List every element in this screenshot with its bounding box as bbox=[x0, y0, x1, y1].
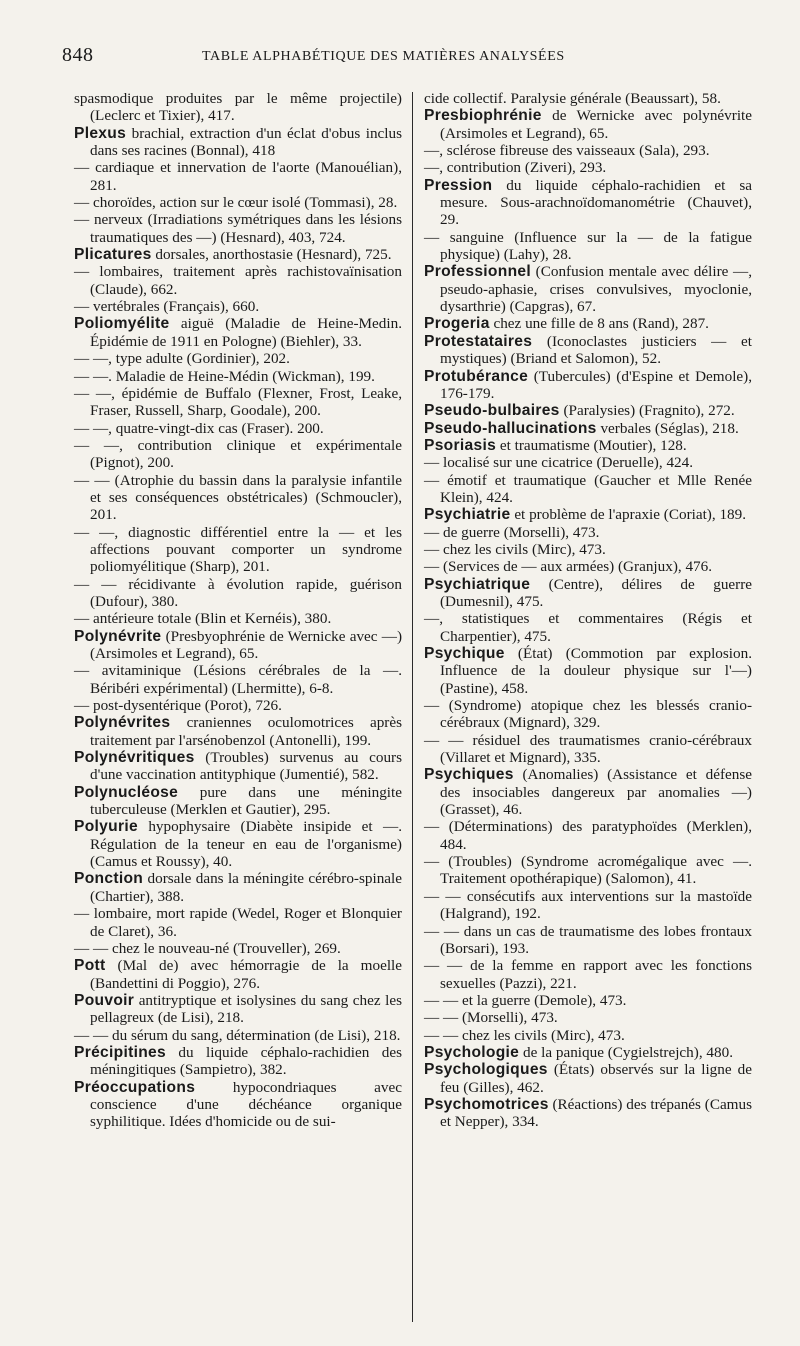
index-entry bbox=[424, 610, 752, 645]
running-title: TABLE ALPHABÉTIQUE DES MATIÈRES ANALYSÉES bbox=[202, 49, 565, 64]
entry-text: — émotif et traumatique (Gaucher et Mlle Renée Klein), 424. bbox=[424, 471, 752, 506]
entry-text: — localisé sur une cicatrice (Deruelle), 424. bbox=[424, 454, 694, 472]
entry-text: — (Déterminations) des paratyphoïdes (Merklen), 484. bbox=[424, 818, 752, 853]
entry-text: — — et la guerre (Demole), 473. bbox=[424, 991, 627, 1009]
index-entry bbox=[424, 90, 752, 107]
entry-text: — lombaire, mort rapide (Wedel, Roger et Blonquier de Claret), 36. bbox=[74, 905, 402, 940]
entry-text: — — (Atrophie du bassin dans la paralysie infantile et ses conséquences obstétricales) (Schmoucler), 201. bbox=[74, 471, 402, 524]
entry-heading: Protestataires bbox=[424, 332, 533, 350]
index-entry bbox=[74, 315, 402, 350]
index-columns bbox=[74, 90, 780, 1330]
page-number: 848 bbox=[62, 44, 94, 66]
entry-heading: Préoccupations bbox=[74, 1078, 196, 1096]
entry-heading: Polyurie bbox=[74, 818, 138, 836]
index-entry bbox=[74, 1044, 402, 1079]
index-entry bbox=[424, 558, 752, 575]
entry-text: (Iconoclastes justiciers — et mystiques) (Briand et Salomon), 52. bbox=[440, 332, 752, 368]
index-entry bbox=[74, 905, 402, 940]
index-entry bbox=[74, 420, 402, 437]
entry-text: — post-dysentérique (Porot), 726. bbox=[74, 697, 282, 715]
index-entry bbox=[424, 645, 752, 697]
entry-text: verbales (Séglas), 218. bbox=[600, 419, 739, 437]
index-entry bbox=[424, 1009, 752, 1026]
index-entry bbox=[424, 888, 752, 923]
entry-text: — (Services de — aux armées) (Granjux), 476. bbox=[424, 558, 713, 576]
index-entry bbox=[74, 159, 402, 194]
entry-text: — — récidivante à évolution rapide, guérison (Dufour), 380. bbox=[74, 575, 402, 610]
entry-text: — vertébrales (Français), 660. bbox=[74, 298, 260, 316]
entry-text: — choroïdes, action sur le cœur isolé (Tommasi), 28. bbox=[74, 194, 398, 212]
index-entry bbox=[424, 472, 752, 507]
entry-heading: Protubérance bbox=[424, 367, 529, 385]
entry-text: — antérieure totale (Blin et Kernéis), 380. bbox=[74, 610, 332, 628]
index-entry bbox=[424, 818, 752, 853]
entry-text: — —, quatre-vingt-dix cas (Fraser). 200. bbox=[74, 419, 324, 437]
column-divider bbox=[412, 92, 413, 1322]
entry-text: —, contribution (Ziveri), 293. bbox=[424, 159, 607, 177]
index-entry bbox=[424, 1027, 752, 1044]
entry-heading: Presbiophrénie bbox=[424, 107, 542, 125]
entry-text: chez une fille de 8 ans (Rand), 287. bbox=[493, 315, 709, 333]
entry-heading: Plexus bbox=[74, 124, 127, 142]
index-entry bbox=[424, 1061, 752, 1096]
entry-text: de Wernicke avec polynévrite (Arsimoles et Legrand), 65. bbox=[440, 107, 752, 142]
entry-text: — sanguine (Influence sur la — de la fatigue physique) (Lahy), 28. bbox=[424, 228, 752, 264]
entry-text: —, statistiques et commentaires (Régis et Charpentier), 475. bbox=[424, 610, 752, 645]
entry-text: et traumatisme (Moutier), 128. bbox=[499, 436, 687, 454]
index-entry bbox=[74, 576, 402, 611]
index-entry bbox=[424, 159, 752, 176]
entry-text: dorsale dans la méningite cérébro-spinale (Chartier), 388. bbox=[90, 870, 403, 905]
entry-heading: Pseudo-hallucinations bbox=[424, 419, 597, 437]
index-entry bbox=[424, 992, 752, 1009]
index-entry bbox=[74, 628, 402, 663]
entry-text: — — (Morselli), 473. bbox=[424, 1009, 558, 1027]
index-entry bbox=[74, 246, 402, 263]
entry-heading: Pouvoir bbox=[74, 991, 135, 1009]
page-header bbox=[62, 44, 772, 74]
index-entry bbox=[74, 368, 402, 385]
entry-heading: Psychomotrices bbox=[424, 1095, 549, 1113]
index-entry bbox=[74, 298, 402, 315]
entry-heading: Pott bbox=[74, 957, 106, 975]
index-entry bbox=[74, 784, 402, 819]
entry-text: hypocondriaques avec conscience d'une déchéance organique syphilitique. Idées d'homicide ou de sui- bbox=[90, 1078, 403, 1131]
entry-text: du liquide céphalo-rachidien des méningitiques (Sampietro), 382. bbox=[90, 1043, 402, 1079]
entry-text: — nerveux (Irradiations symétriques dans les lésions traumatiques des —) (Hesnard), 403, 724. bbox=[74, 211, 402, 246]
entry-text: — chez les civils (Mirc), 473. bbox=[424, 540, 606, 558]
entry-heading: Ponction bbox=[74, 870, 144, 888]
entry-text: (Réactions) des trépanés (Camus et Nepper), 334. bbox=[440, 1095, 753, 1131]
index-entry bbox=[424, 402, 752, 419]
index-entry bbox=[424, 732, 752, 767]
index-entry bbox=[424, 454, 752, 471]
entry-text: (Troubles) survenus au cours d'une vaccination antityphique (Jumentié), 582. bbox=[90, 749, 403, 784]
right-column bbox=[424, 90, 752, 1131]
index-entry bbox=[424, 1096, 752, 1131]
entry-text: — —. Maladie de Heine-Médin (Wickman), 199. bbox=[74, 367, 375, 385]
index-entry bbox=[424, 229, 752, 264]
index-entry bbox=[74, 992, 402, 1027]
index-entry bbox=[74, 749, 402, 784]
entry-text: (Tubercules) (d'Espine et Demole), 176-179. bbox=[440, 367, 753, 402]
index-entry bbox=[424, 333, 752, 368]
entry-heading: Psychologie bbox=[424, 1043, 520, 1061]
entry-text: — (Syndrome) atopique chez les blessés cranio-cérébraux (Mignard), 329. bbox=[424, 697, 752, 732]
entry-heading: Polynévritiques bbox=[74, 749, 195, 767]
entry-heading: Psychiatrie bbox=[424, 506, 511, 524]
index-entry bbox=[74, 940, 402, 957]
entry-heading: Progeria bbox=[424, 315, 490, 333]
index-entry bbox=[74, 263, 402, 298]
entry-text: (Anomalies) (Assistance et défense des insociables dangereux par anomalies —) (Grasset), 46. bbox=[440, 766, 752, 819]
index-entry bbox=[74, 90, 402, 125]
entry-text: — — résiduel des traumatismes cranio-cérébraux (Villaret et Mignard), 335. bbox=[424, 731, 752, 767]
index-entry bbox=[74, 662, 402, 697]
entry-text: craniennes oculomotrices après traitement par l'arsénobenzol (Antonelli), 199. bbox=[90, 714, 403, 749]
index-entry bbox=[424, 1044, 752, 1061]
entry-text: (Mal de) avec hémorragie de la moelle (Bandettini di Poggio), 276. bbox=[90, 957, 402, 992]
index-entry bbox=[424, 524, 752, 541]
entry-text: (Centre), délires de guerre (Dumesnil), 475. bbox=[440, 575, 753, 610]
entry-heading: Professionnel bbox=[424, 263, 532, 281]
entry-text: — — consécutifs aux interventions sur la mastoïde (Halgrand), 192. bbox=[424, 887, 752, 923]
index-entry bbox=[424, 506, 752, 523]
entry-text: — —, type adulte (Gordinier), 202. bbox=[74, 350, 290, 368]
index-entry bbox=[424, 541, 752, 558]
index-entry bbox=[74, 870, 402, 905]
index-entry bbox=[424, 957, 752, 992]
entry-text: — —, épidémie de Buffalo (Flexner, Frost, Leake, Fraser, Russell, Sharp, Goodale), 200. bbox=[74, 384, 402, 420]
entry-heading: Psychiques bbox=[424, 766, 514, 784]
entry-text: (État) (Commotion par explosion. Influence de la douleur physique sur l'—) (Pastine), 458. bbox=[440, 645, 753, 697]
entry-text: — — chez les civils (Mirc), 473. bbox=[424, 1026, 625, 1044]
entry-heading: Pseudo-bulbaires bbox=[424, 402, 560, 420]
index-entry bbox=[74, 524, 402, 576]
entry-text: (Confusion mentale avec délire —, pseudo-aphasie, crises convulsives, myoclonie, dysarthrie) (Capgras), 67. bbox=[440, 263, 752, 316]
entry-text: cide collectif. Paralysie générale (Beaussart), 58. bbox=[424, 90, 721, 107]
entry-text: dorsales, anorthostasie (Hesnard), 725. bbox=[155, 246, 392, 264]
entry-text: aiguë (Maladie de Heine-Medin. Épidémie de 1911 en Pologne) (Biehler), 33. bbox=[90, 315, 403, 350]
entry-text: — avitaminique (Lésions cérébrales de la —. Béribéri expérimental) (Lhermitte), 6-8. bbox=[74, 662, 402, 697]
entry-text: (Presbyophrénie de Wernicke avec —) (Arsimoles et Legrand), 65. bbox=[90, 627, 402, 662]
index-entry bbox=[74, 472, 402, 524]
entry-text: spasmodique produites par le même projectile) (Leclerc et Tixier), 417. bbox=[74, 90, 402, 125]
entry-text: pure dans une méningite tuberculeuse (Merklen et Gautier), 295. bbox=[90, 783, 402, 819]
entry-heading: Polynévrite bbox=[74, 627, 162, 645]
entry-heading: Pression bbox=[424, 176, 493, 194]
entry-text: — —, contribution clinique et expérimentale (Pignot), 200. bbox=[74, 436, 402, 472]
index-entry bbox=[424, 576, 752, 611]
entry-text: (Paralysies) (Fragnito), 272. bbox=[563, 402, 735, 420]
index-entry bbox=[74, 385, 402, 420]
index-entry bbox=[74, 1079, 402, 1131]
entry-text: — —, diagnostic différentiel entre la — et les affections pouvant comporter un syndrome poliomyélitique (Sharp), 201. bbox=[74, 523, 402, 576]
entry-text: — (Troubles) (Syndrome acromégalique avec —. Traitement opothérapique) (Salomon), 41. bbox=[424, 853, 752, 888]
left-column bbox=[74, 90, 402, 1131]
index-entry bbox=[74, 697, 402, 714]
entry-text: du liquide céphalo-rachidien et sa mesure. Sous-arachnoïdomanométrie (Chauvet), 29. bbox=[440, 176, 753, 229]
index-entry bbox=[74, 957, 402, 992]
index-entry bbox=[424, 697, 752, 732]
index-entry bbox=[424, 420, 752, 437]
index-entry bbox=[424, 766, 752, 818]
index-entry bbox=[74, 194, 402, 211]
entry-text: —, sclérose fibreuse des vaisseaux (Sala), 293. bbox=[424, 142, 710, 160]
index-entry bbox=[74, 350, 402, 367]
entry-text: — cardiaque et innervation de l'aorte (Manouélian), 281. bbox=[74, 159, 402, 194]
index-entry bbox=[424, 315, 752, 332]
entry-heading: Polynucléose bbox=[74, 783, 179, 801]
index-entry bbox=[74, 125, 402, 160]
index-entry bbox=[424, 853, 752, 888]
entry-heading: Plicatures bbox=[74, 246, 152, 264]
index-entry bbox=[424, 107, 752, 142]
entry-heading: Psychiatrique bbox=[424, 575, 531, 593]
entry-text: antitryptique et isolysines du sang chez les pellagreux (de Lisi), 218. bbox=[90, 991, 403, 1027]
entry-text: brachial, extraction d'un éclat d'obus inclus dans ses racines (Bonnal), 418 bbox=[90, 124, 403, 160]
entry-text: — lombaires, traitement après rachistovaïnisation (Claude), 662. bbox=[74, 263, 402, 298]
entry-text: et problème de l'apraxie (Coriat), 189. bbox=[514, 506, 747, 524]
entry-text: — de guerre (Morselli), 473. bbox=[424, 523, 600, 541]
entry-heading: Psoriasis bbox=[424, 436, 497, 454]
entry-heading: Poliomyélite bbox=[74, 315, 170, 333]
entry-heading: Précipitines bbox=[74, 1043, 166, 1061]
entry-heading: Psychique bbox=[424, 645, 505, 662]
entry-text: — — dans un cas de traumatisme des lobes frontaux (Borsari), 193. bbox=[424, 922, 752, 957]
entry-text: (États) observés sur la ligne de feu (Gilles), 462. bbox=[440, 1061, 752, 1096]
entry-text: — — du sérum du sang, détermination (de Lisi), 218. bbox=[74, 1026, 401, 1044]
index-entry bbox=[424, 437, 752, 454]
entry-heading: Polynévrites bbox=[74, 714, 171, 732]
entry-text: — — de la femme en rapport avec les fonctions sexuelles (Pazzi), 221. bbox=[424, 957, 752, 992]
index-entry bbox=[74, 714, 402, 749]
index-entry bbox=[424, 923, 752, 958]
index-entry bbox=[74, 610, 402, 627]
index-entry bbox=[74, 818, 402, 870]
index-entry bbox=[424, 142, 752, 159]
entry-text: hypophysaire (Diabète insipide et —. Régulation de la teneur en eau de l'organisme) (Camus et Roussy), 40. bbox=[90, 818, 402, 871]
index-entry bbox=[74, 211, 402, 246]
entry-heading: Psychologiques bbox=[424, 1061, 548, 1079]
index-entry bbox=[74, 437, 402, 472]
index-entry bbox=[424, 177, 752, 229]
index-entry bbox=[424, 368, 752, 403]
index-entry bbox=[424, 263, 752, 315]
entry-text: — — chez le nouveau-né (Trouveller), 269. bbox=[74, 939, 341, 957]
index-entry bbox=[74, 1027, 402, 1044]
entry-text: de la panique (Cygielstrejch), 480. bbox=[522, 1043, 733, 1061]
